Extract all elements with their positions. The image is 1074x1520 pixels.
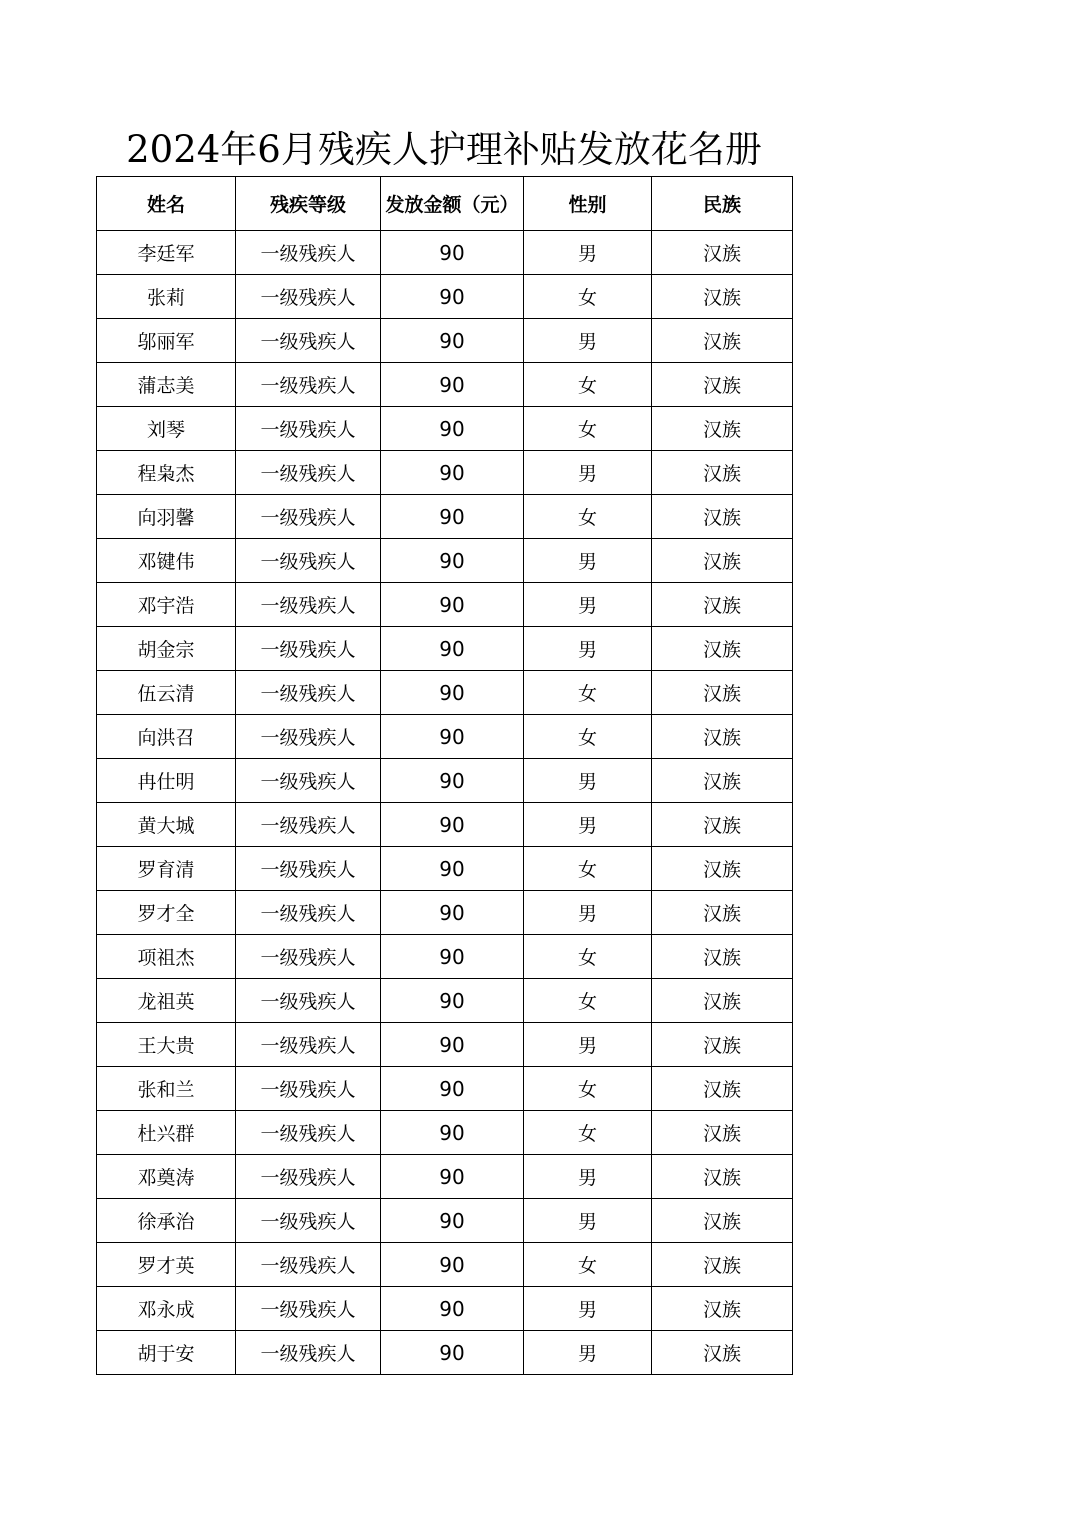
table-row xyxy=(97,1287,793,1331)
table-row xyxy=(97,935,793,979)
cell-gender: 女 xyxy=(524,1067,652,1111)
cell-name: 罗才英 xyxy=(97,1243,236,1287)
cell-name: 邓奠涛 xyxy=(97,1155,236,1199)
cell-name: 伍云清 xyxy=(97,671,236,715)
cell-amount: 90 xyxy=(381,363,524,407)
cell-ethnicity: 汉族 xyxy=(652,935,793,979)
cell-gender: 女 xyxy=(524,495,652,539)
cell-amount: 90 xyxy=(381,935,524,979)
cell-gender: 女 xyxy=(524,847,652,891)
cell-ethnicity: 汉族 xyxy=(652,1243,793,1287)
table-body xyxy=(97,231,793,1375)
table-row xyxy=(97,1199,793,1243)
cell-disability-level: 一级残疾人 xyxy=(236,935,381,979)
cell-ethnicity: 汉族 xyxy=(652,1023,793,1067)
cell-ethnicity: 汉族 xyxy=(652,847,793,891)
cell-gender: 男 xyxy=(524,891,652,935)
cell-ethnicity: 汉族 xyxy=(652,1155,793,1199)
cell-disability-level: 一级残疾人 xyxy=(236,231,381,275)
cell-ethnicity: 汉族 xyxy=(652,1111,793,1155)
cell-gender: 男 xyxy=(524,319,652,363)
table-row xyxy=(97,319,793,363)
cell-name: 徐承治 xyxy=(97,1199,236,1243)
cell-ethnicity: 汉族 xyxy=(652,1067,793,1111)
cell-amount: 90 xyxy=(381,407,524,451)
cell-name: 龙祖英 xyxy=(97,979,236,1023)
cell-disability-level: 一级残疾人 xyxy=(236,627,381,671)
table-row xyxy=(97,715,793,759)
cell-ethnicity: 汉族 xyxy=(652,1287,793,1331)
cell-disability-level: 一级残疾人 xyxy=(236,1111,381,1155)
cell-gender: 男 xyxy=(524,451,652,495)
cell-disability-level: 一级残疾人 xyxy=(236,583,381,627)
table-row xyxy=(97,1111,793,1155)
cell-amount: 90 xyxy=(381,275,524,319)
cell-gender: 男 xyxy=(524,1287,652,1331)
header-ethnicity: 民族 xyxy=(652,177,793,231)
cell-disability-level: 一级残疾人 xyxy=(236,407,381,451)
cell-gender: 男 xyxy=(524,539,652,583)
cell-amount: 90 xyxy=(381,979,524,1023)
table-row xyxy=(97,275,793,319)
cell-amount: 90 xyxy=(381,319,524,363)
cell-name: 蒲志美 xyxy=(97,363,236,407)
table-row xyxy=(97,891,793,935)
cell-gender: 男 xyxy=(524,803,652,847)
table-row xyxy=(97,979,793,1023)
header-name: 姓名 xyxy=(97,177,236,231)
cell-ethnicity: 汉族 xyxy=(652,319,793,363)
cell-ethnicity: 汉族 xyxy=(652,583,793,627)
table-row xyxy=(97,583,793,627)
cell-name: 向羽馨 xyxy=(97,495,236,539)
cell-gender: 男 xyxy=(524,1023,652,1067)
cell-gender: 女 xyxy=(524,407,652,451)
cell-name: 胡金宗 xyxy=(97,627,236,671)
cell-ethnicity: 汉族 xyxy=(652,231,793,275)
cell-name: 程枭杰 xyxy=(97,451,236,495)
cell-disability-level: 一级残疾人 xyxy=(236,495,381,539)
cell-disability-level: 一级残疾人 xyxy=(236,1023,381,1067)
cell-amount: 90 xyxy=(381,1243,524,1287)
table-header-row xyxy=(97,177,793,231)
table-row xyxy=(97,407,793,451)
cell-name: 胡于安 xyxy=(97,1331,236,1375)
cell-name: 王大贵 xyxy=(97,1023,236,1067)
cell-amount: 90 xyxy=(381,671,524,715)
cell-disability-level: 一级残疾人 xyxy=(236,803,381,847)
cell-ethnicity: 汉族 xyxy=(652,715,793,759)
cell-amount: 90 xyxy=(381,451,524,495)
cell-disability-level: 一级残疾人 xyxy=(236,1243,381,1287)
cell-name: 张莉 xyxy=(97,275,236,319)
cell-amount: 90 xyxy=(381,1155,524,1199)
cell-gender: 女 xyxy=(524,1111,652,1155)
cell-disability-level: 一级残疾人 xyxy=(236,1331,381,1375)
cell-name: 刘琴 xyxy=(97,407,236,451)
cell-ethnicity: 汉族 xyxy=(652,539,793,583)
cell-disability-level: 一级残疾人 xyxy=(236,451,381,495)
cell-gender: 男 xyxy=(524,1331,652,1375)
cell-amount: 90 xyxy=(381,583,524,627)
table-row xyxy=(97,803,793,847)
cell-ethnicity: 汉族 xyxy=(652,407,793,451)
cell-amount: 90 xyxy=(381,495,524,539)
table-row xyxy=(97,627,793,671)
cell-ethnicity: 汉族 xyxy=(652,671,793,715)
cell-disability-level: 一级残疾人 xyxy=(236,1199,381,1243)
cell-ethnicity: 汉族 xyxy=(652,1199,793,1243)
cell-ethnicity: 汉族 xyxy=(652,803,793,847)
cell-name: 冉仕明 xyxy=(97,759,236,803)
cell-gender: 女 xyxy=(524,715,652,759)
cell-gender: 男 xyxy=(524,627,652,671)
cell-name: 邓宇浩 xyxy=(97,583,236,627)
cell-disability-level: 一级残疾人 xyxy=(236,539,381,583)
cell-ethnicity: 汉族 xyxy=(652,275,793,319)
cell-disability-level: 一级残疾人 xyxy=(236,1155,381,1199)
cell-ethnicity: 汉族 xyxy=(652,627,793,671)
cell-name: 黄大城 xyxy=(97,803,236,847)
cell-name: 杜兴群 xyxy=(97,1111,236,1155)
cell-disability-level: 一级残疾人 xyxy=(236,671,381,715)
cell-disability-level: 一级残疾人 xyxy=(236,1067,381,1111)
table-row xyxy=(97,495,793,539)
cell-amount: 90 xyxy=(381,891,524,935)
cell-ethnicity: 汉族 xyxy=(652,979,793,1023)
table-row xyxy=(97,1067,793,1111)
header-disability-level: 残疾等级 xyxy=(236,177,381,231)
cell-gender: 男 xyxy=(524,759,652,803)
header-gender: 性别 xyxy=(524,177,652,231)
cell-gender: 女 xyxy=(524,363,652,407)
cell-ethnicity: 汉族 xyxy=(652,759,793,803)
table-row xyxy=(97,451,793,495)
cell-disability-level: 一级残疾人 xyxy=(236,979,381,1023)
cell-ethnicity: 汉族 xyxy=(652,363,793,407)
cell-gender: 女 xyxy=(524,671,652,715)
cell-disability-level: 一级残疾人 xyxy=(236,759,381,803)
table-row xyxy=(97,363,793,407)
cell-disability-level: 一级残疾人 xyxy=(236,319,381,363)
cell-ethnicity: 汉族 xyxy=(652,495,793,539)
header-amount: 发放金额（元） xyxy=(381,177,524,231)
cell-amount: 90 xyxy=(381,1287,524,1331)
table-row xyxy=(97,1023,793,1067)
cell-disability-level: 一级残疾人 xyxy=(236,847,381,891)
cell-name: 张和兰 xyxy=(97,1067,236,1111)
cell-amount: 90 xyxy=(381,627,524,671)
cell-ethnicity: 汉族 xyxy=(652,1331,793,1375)
cell-disability-level: 一级残疾人 xyxy=(236,891,381,935)
cell-name: 项祖杰 xyxy=(97,935,236,979)
cell-gender: 男 xyxy=(524,1155,652,1199)
cell-amount: 90 xyxy=(381,231,524,275)
cell-disability-level: 一级残疾人 xyxy=(236,1287,381,1331)
cell-amount: 90 xyxy=(381,1199,524,1243)
cell-amount: 90 xyxy=(381,1023,524,1067)
cell-name: 罗育清 xyxy=(97,847,236,891)
roster-table xyxy=(96,176,793,1375)
cell-amount: 90 xyxy=(381,1111,524,1155)
cell-gender: 女 xyxy=(524,979,652,1023)
table-row xyxy=(97,1243,793,1287)
cell-gender: 女 xyxy=(524,1243,652,1287)
cell-amount: 90 xyxy=(381,715,524,759)
table-row xyxy=(97,847,793,891)
cell-name: 罗才全 xyxy=(97,891,236,935)
cell-ethnicity: 汉族 xyxy=(652,451,793,495)
cell-gender: 男 xyxy=(524,583,652,627)
cell-disability-level: 一级残疾人 xyxy=(236,715,381,759)
cell-amount: 90 xyxy=(381,1067,524,1111)
table-row xyxy=(97,671,793,715)
table-row xyxy=(97,539,793,583)
cell-name: 向洪召 xyxy=(97,715,236,759)
cell-amount: 90 xyxy=(381,1331,524,1375)
cell-disability-level: 一级残疾人 xyxy=(236,363,381,407)
cell-amount: 90 xyxy=(381,539,524,583)
cell-gender: 女 xyxy=(524,275,652,319)
cell-amount: 90 xyxy=(381,759,524,803)
cell-name: 李廷军 xyxy=(97,231,236,275)
cell-name: 邬丽军 xyxy=(97,319,236,363)
table-row xyxy=(97,1331,793,1375)
cell-gender: 男 xyxy=(524,1199,652,1243)
page-title: 2024年6月残疾人护理补贴发放花名册 xyxy=(126,128,762,171)
cell-gender: 男 xyxy=(524,231,652,275)
cell-disability-level: 一级残疾人 xyxy=(236,275,381,319)
table-row xyxy=(97,1155,793,1199)
cell-ethnicity: 汉族 xyxy=(652,891,793,935)
cell-name: 邓永成 xyxy=(97,1287,236,1331)
cell-amount: 90 xyxy=(381,847,524,891)
table-row xyxy=(97,759,793,803)
table-row xyxy=(97,231,793,275)
cell-amount: 90 xyxy=(381,803,524,847)
cell-gender: 女 xyxy=(524,935,652,979)
cell-name: 邓键伟 xyxy=(97,539,236,583)
